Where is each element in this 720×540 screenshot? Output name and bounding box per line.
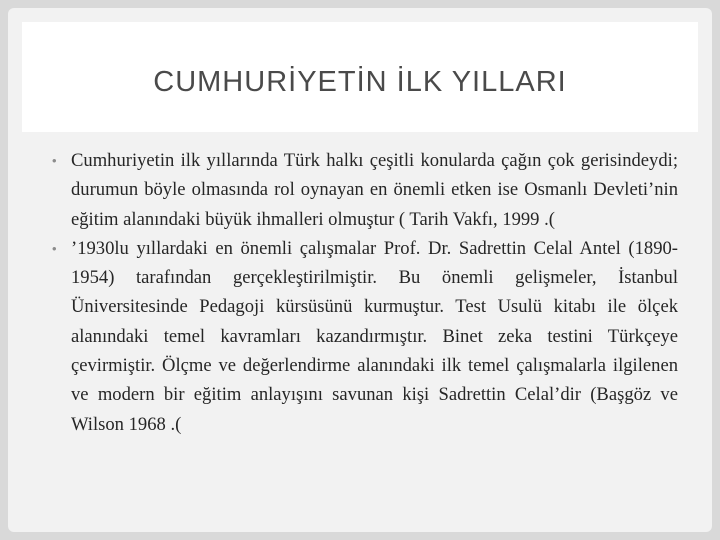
title-box — [22, 22, 698, 132]
bullet-item — [52, 234, 678, 439]
bullet-list — [52, 146, 678, 439]
bullet-dot-icon: • — [52, 153, 57, 168]
slide — [8, 8, 712, 532]
bullet-text: ’1930lu yıllardaki en önemli çalışmalar Prof. Dr. Sadrettin Celal Antel (1890-1954) tarafından gerçekleştirilmiştir. Bu önemli gelişmeler, İstanbul Üniversitesinde Pedagoji kürsüsünü kurmuştur. Test Usulü kitabı ile ölçek alanındaki temel kavramları kazandırmıştır. Binet zeka testini Türkçeye çevirmiştir. Ölçme ve değerlendirme alanındaki ilk temel çalışmalarla ilgilenen ve modern bir eğitim anlayışını savunan kişi Sadrettin Celal’dir (Başgöz ve Wilson 1968 .( — [71, 237, 678, 435]
bullet-dot-icon: • — [52, 240, 57, 256]
bullet-text: Cumhuriyetin ilk yıllarında Türk halkı çeşitli konularda çağın çok gerisindeydi; durumun böyle olmasında rol oynayan en önemli etken ise Osmanlı Devleti’nin eğitim alanındaki büyük ihmalleri olmuştur ( Tarih Vakfı, 1999 .( — [71, 150, 678, 230]
bullet-item — [52, 146, 678, 234]
slide-title: CUMHURİYETİN İLK YILLARI — [153, 66, 567, 98]
